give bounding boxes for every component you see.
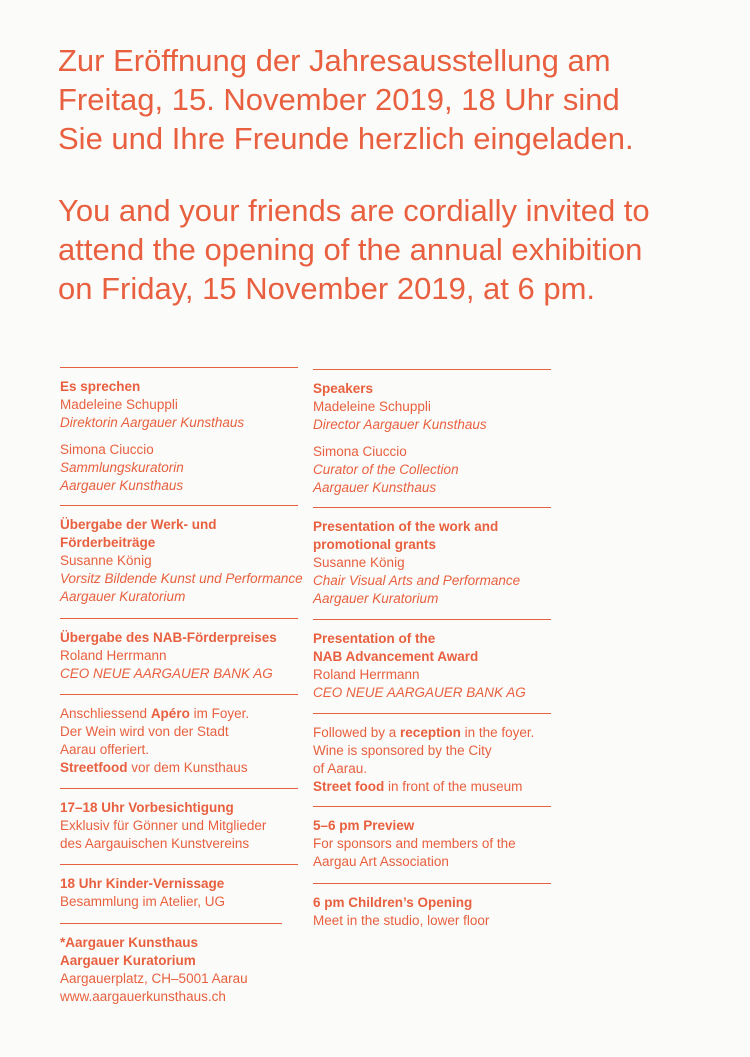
speaker-name: Madeleine Schuppli (313, 399, 431, 414)
headline-de-line-3: Sie und Ihre Freunde herzlich eingeladen. (58, 121, 634, 156)
section-heading: Es sprechen (60, 379, 141, 394)
section-heading: Förderbeiträge (60, 535, 156, 550)
apero-line-2: Der Wein wird von der Stadt (60, 724, 229, 739)
section-reception-en (313, 713, 551, 796)
preview-line-1: For sponsors and members of the (313, 836, 516, 851)
apero-line-1: Anschliessend Apéro im Foyer. (60, 706, 250, 721)
headline-en-line-3: on Friday, 15 November 2019, at 6 pm. (58, 271, 596, 306)
org-name: Aargauer Kuratorium (60, 953, 196, 968)
section-heading: Presentation of the (313, 631, 436, 646)
org-name: *Aargauer Kunsthaus (60, 935, 199, 950)
speaker-role: Sammlungskuratorin (60, 460, 184, 475)
section-apero-de (60, 694, 298, 777)
section-speakers-de (60, 367, 298, 495)
headline-en-line-2: attend the opening of the annual exhibition (58, 232, 643, 267)
speaker-role: Aargauer Kunsthaus (60, 478, 184, 493)
section-kids-en (313, 883, 551, 930)
speaker-role: Curator of the Collection (313, 462, 459, 477)
speaker-role: Director Aargauer Kunsthaus (313, 417, 487, 432)
section-speakers-en (313, 369, 551, 497)
section-grants-de (60, 505, 303, 606)
presenter-role: CEO NEUE AARGAUER BANK AG (313, 685, 526, 700)
presenter-role: Chair Visual Arts and Performance (313, 573, 521, 588)
section-heading: 6 pm Children’s Opening (313, 895, 473, 910)
preview-line-2: des Aargauischen Kunstvereins (60, 836, 250, 851)
section-heading: Übergabe des NAB-Förderpreises (60, 630, 277, 645)
section-heading: 18 Uhr Kinder-Vernissage (60, 876, 225, 891)
kids-line-1: Meet in the studio, lower floor (313, 913, 490, 928)
section-address (60, 923, 282, 1006)
headline-english (58, 191, 738, 308)
reception-line-3: of Aarau. (313, 761, 368, 776)
presenter-role: Vorsitz Bildende Kunst und Performance (60, 571, 303, 586)
speaker-name: Simona Ciuccio (313, 444, 407, 459)
preview-line-1: Exklusiv für Gönner und Mitglieder (60, 818, 267, 833)
section-preview-de (60, 788, 298, 853)
website-link[interactable]: www.aargauerkunsthaus.ch (60, 989, 226, 1004)
headline-en-line-1: You and your friends are cordially invited to (58, 193, 650, 228)
section-heading: NAB Advancement Award (313, 649, 479, 664)
reception-line-1: Followed by a reception in the foyer. (313, 725, 535, 740)
section-heading: Speakers (313, 381, 374, 396)
headline-german (58, 41, 738, 158)
presenter-role: Aargauer Kuratorium (60, 589, 186, 604)
section-nab-en (313, 619, 551, 702)
section-heading: 5–6 pm Preview (313, 818, 415, 833)
preview-line-2: Aargau Art Association (313, 854, 449, 869)
presenter-name: Roland Herrmann (313, 667, 420, 682)
section-preview-en (313, 806, 551, 871)
section-grants-en (313, 507, 551, 608)
headline-de-line-2: Freitag, 15. November 2019, 18 Uhr sind (58, 82, 620, 117)
kids-line-1: Besammlung im Atelier, UG (60, 894, 226, 909)
section-heading: promotional grants (313, 537, 437, 552)
section-heading: 17–18 Uhr Vorbesichtigung (60, 800, 234, 815)
presenter-name: Susanne König (313, 555, 405, 570)
presenter-role: CEO NEUE AARGAUER BANK AG (60, 666, 273, 681)
reception-line-4: Street food in front of the museum (313, 779, 523, 794)
apero-line-3: Aarau offeriert. (60, 742, 150, 757)
speaker-role: Aargauer Kunsthaus (313, 480, 437, 495)
section-nab-de (60, 618, 298, 683)
headline-de-line-1: Zur Eröffnung der Jahresausstellung am (58, 43, 611, 78)
presenter-name: Roland Herrmann (60, 648, 167, 663)
postal-address: Aargauerplatz, CH–5001 Aarau (60, 971, 248, 986)
section-heading: Übergabe der Werk- und (60, 517, 217, 532)
presenter-name: Susanne König (60, 553, 152, 568)
speaker-name: Simona Ciuccio (60, 442, 154, 457)
reception-line-2: Wine is sponsored by the City (313, 743, 492, 758)
speaker-name: Madeleine Schuppli (60, 397, 178, 412)
section-heading: Presentation of the work and (313, 519, 499, 534)
speaker-role: Direktorin Aargauer Kunsthaus (60, 415, 245, 430)
section-kids-de (60, 864, 298, 911)
apero-line-4: Streetfood vor dem Kunsthaus (60, 760, 248, 775)
presenter-role: Aargauer Kuratorium (313, 591, 439, 606)
